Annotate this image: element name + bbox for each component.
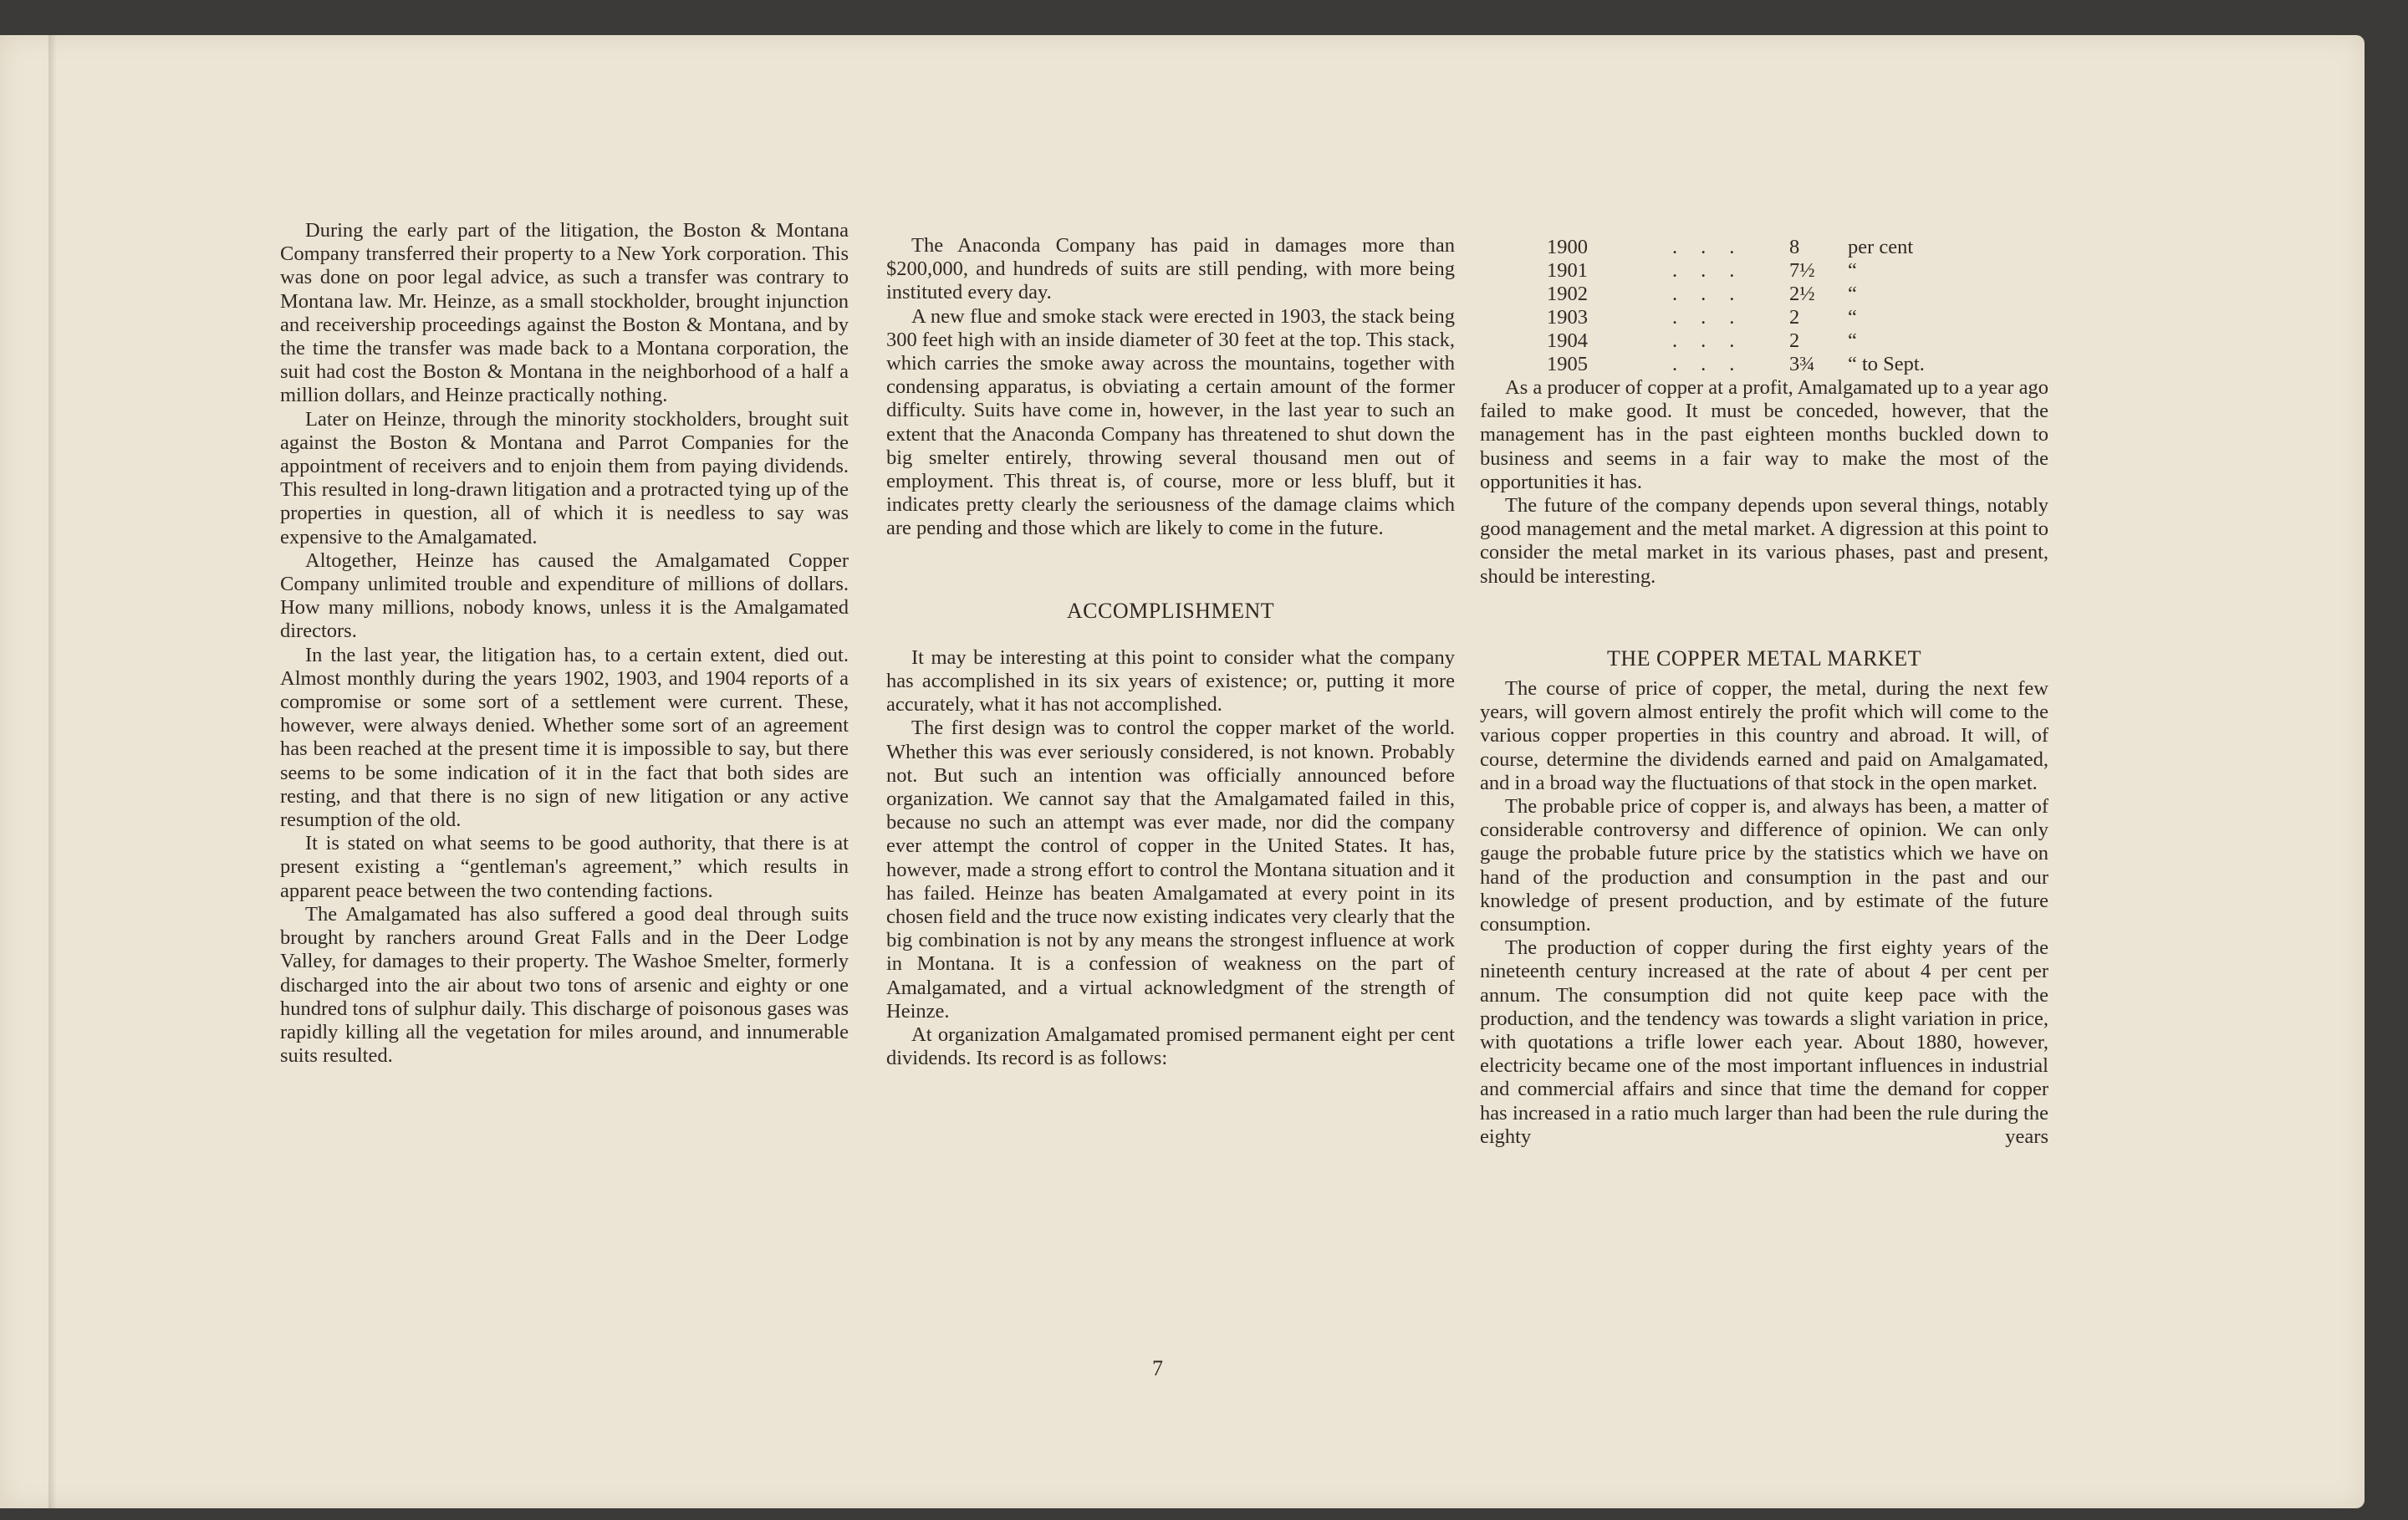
paragraph: As a producer of copper at a profit, Amalgamated up to a year ago failed to make good. It must be conceded, however, that the management has in the past eighteen months buckled down to business and seems in a fair way to make the most of the opportunities it has. bbox=[1480, 376, 2048, 493]
paragraph: At organization Amalgamated promised permanent eight per cent dividends. Its record is as follows: bbox=[886, 1023, 1455, 1070]
table-row bbox=[1547, 283, 1925, 306]
cell-unit: “ bbox=[1848, 306, 1857, 329]
cell-value: 2½ bbox=[1789, 283, 1815, 305]
cell-year: 1903 bbox=[1547, 306, 1588, 329]
paragraph: Later on Heinze, through the minority stockholders, brought suit against the Boston & Montana and Parrot Companies for the appointment of receivers and to enjoin them from paying dividends. This resulted in long-drawn litigation and a protracted tying up of the properties in question, all of which it is needless to say was expensive to the Amalgamated. bbox=[280, 407, 849, 548]
table-row bbox=[1547, 236, 1925, 259]
cell-dots: ... bbox=[1672, 259, 1758, 282]
cell-unit: “ to Sept. bbox=[1848, 353, 1925, 375]
table-row bbox=[1547, 259, 1925, 283]
paragraph: It may be interesting at this point to consider what the company has accomplished in its six years of existence; or, putting it more accurately, what it has not accomplished. bbox=[886, 645, 1455, 717]
page-fold-shadow bbox=[48, 35, 57, 1508]
book-page bbox=[0, 35, 2365, 1508]
table-row bbox=[1547, 329, 1925, 353]
page-number: 7 bbox=[1152, 1356, 1163, 1380]
cell-year: 1904 bbox=[1547, 329, 1588, 352]
paragraph: A new flue and smoke stack were erected in 1903, the stack being 300 feet high with an inside diameter of 30 feet at the top. This stack, which carries the smoke away across the mountains, together with condensing apparatus, is obviating a certain amount of the former difficulty. Suits have come in, however, in the last year to such an extent that the Anaconda Company has threatened to shut down the big smelter entirely, throwing several thousand men out of employment. This threat is, of course, more or less bluff, but it indicates pretty clearly the seriousness of the damage claims which are pending and those which are likely to come in the future. bbox=[886, 304, 1455, 540]
paragraph: The first design was to control the copper market of the world. Whether this was ever seriously considered, is not known. Probably not. But such an intention was officially announced before organization. We cannot say that the Amalgamated failed in this, because no such an attempt was ever made, nor did the company ever attempt the control of copper in the United States. It has, however, made a strong effort to control the Montana situation and it has failed. Heinze has beaten Amalgamated at every point in its chosen field and the truce now existing indicates very clearly that the big combination is not by any means the strongest influence at work in Montana. It is a confession of weakness on the part of Amalgamated, and a virtual acknowledgment of the strength of Heinze. bbox=[886, 717, 1455, 1023]
cell-value: 8 bbox=[1789, 236, 1800, 258]
paragraph: In the last year, the litigation has, to a certain extent, died out. Almost monthly during the years 1902, 1903, and 1904 reports of a compromise or some sort of a settlement were current. These, however, were always denied. Whether some sort of an agreement has been reached at the present time it is impossible to say, but there seems to be some indication of it in the fact that both sides are resting, and that there is no sign of new litigation or any active resumption of the old. bbox=[280, 643, 849, 832]
section-heading-accomplishment: ACCOMPLISHMENT bbox=[1066, 598, 1275, 623]
cell-unit: “ bbox=[1848, 259, 1857, 282]
table-row bbox=[1547, 306, 1925, 329]
cell-value: 2 bbox=[1789, 329, 1800, 352]
cell-year: 1902 bbox=[1547, 283, 1588, 305]
paragraph: The Anaconda Company has paid in damages more than $200,000, and hundreds of suits are still pending, with more being instituted every day. bbox=[886, 234, 1455, 304]
paragraph: It is stated on what seems to be good authority, that there is at present existing a “gentleman's agreement,” which results in apparent peace between the two contending factions. bbox=[280, 832, 849, 902]
cell-year: 1901 bbox=[1547, 259, 1588, 282]
cell-value: 2 bbox=[1789, 306, 1800, 329]
cell-unit: “ bbox=[1848, 283, 1857, 305]
cell-dots: ... bbox=[1672, 236, 1758, 258]
paragraph: The production of copper during the first eighty years of the nineteenth century increased at the rate of about 4 per cent per annum. The consumption did not quite keep pace with the production, and the tendency was towards a slight variation in price, with quotations a trifle lower each year. About 1880, however, electricity became one of the most important influences in industrial and commercial affairs and since that time the demand for copper has increased in a ratio much larger than had been the rule during the eighty years bbox=[1480, 936, 2048, 1148]
dividend-record-table bbox=[1547, 236, 1925, 376]
paragraph: The probable price of copper is, and always has been, a matter of considerable controversy and difference of opinion. We can only gauge the probable future price by the statistics which we have on hand of the production and consumption in the past and our knowledge of present production, and by estimate of the future consumption. bbox=[1480, 795, 2048, 936]
paragraph: The future of the company depends upon several things, notably good management and the metal market. A digression at this point to consider the metal market in its various phases, past and present, should be interesting. bbox=[1480, 494, 2048, 588]
cell-unit: “ bbox=[1848, 329, 1857, 352]
column-2 bbox=[886, 234, 1455, 1071]
cell-dots: ... bbox=[1672, 283, 1758, 305]
paragraph: Altogether, Heinze has caused the Amalgamated Copper Company unlimited trouble and expenditure of millions of dollars. How many millions, nobody knows, unless it is the Amalgamated directors. bbox=[280, 548, 849, 643]
cell-value: 7½ bbox=[1789, 259, 1815, 282]
paragraph: The course of price of copper, the metal, during the next few years, will govern almost entirely the profit which will come to the various copper properties in this country and abroad. It will, of course, determine the dividends earned and paid on Amalgamated, and in a broad way the fluctuations of that stock in the open market. bbox=[1480, 677, 2048, 794]
cell-value: 3¾ bbox=[1789, 353, 1815, 375]
table-row bbox=[1547, 353, 1925, 376]
column-3 bbox=[1480, 236, 2048, 1149]
cell-year: 1900 bbox=[1547, 236, 1588, 258]
cell-dots: ... bbox=[1672, 306, 1758, 329]
cell-unit: per cent bbox=[1848, 236, 1914, 258]
cell-year: 1905 bbox=[1547, 353, 1588, 375]
cell-dots: ... bbox=[1672, 353, 1758, 375]
cell-dots: ... bbox=[1672, 329, 1758, 352]
paragraph: The Amalgamated has also suffered a good deal through suits brought by ranchers around Great Falls and in the Deer Lodge Valley, for damages to their property. The Washoe Smelter, formerly discharged into the air about two tons of arsenic and eighty or one hundred tons of sulphur daily. This discharge of poisonous gases was rapidly killing all the vegetation for miles around, and innumerable suits resulted. bbox=[280, 902, 849, 1068]
column-1 bbox=[280, 219, 849, 1068]
section-heading-copper-metal-market: THE COPPER METAL MARKET bbox=[1606, 645, 1922, 671]
paragraph: During the early part of the litigation, the Boston & Montana Company transferred their property to a New York corporation. This was done on poor legal advice, as such a transfer was contrary to Montana law. Mr. Heinze, as a small stockholder, brought injunction and receivership proceedings against the Boston & Montana, and by the time the transfer was made back to a Montana corporation, the suit had cost the Boston & Montana in the neighborhood of a half a million dollars, and Heinze practically nothing. bbox=[280, 219, 849, 407]
